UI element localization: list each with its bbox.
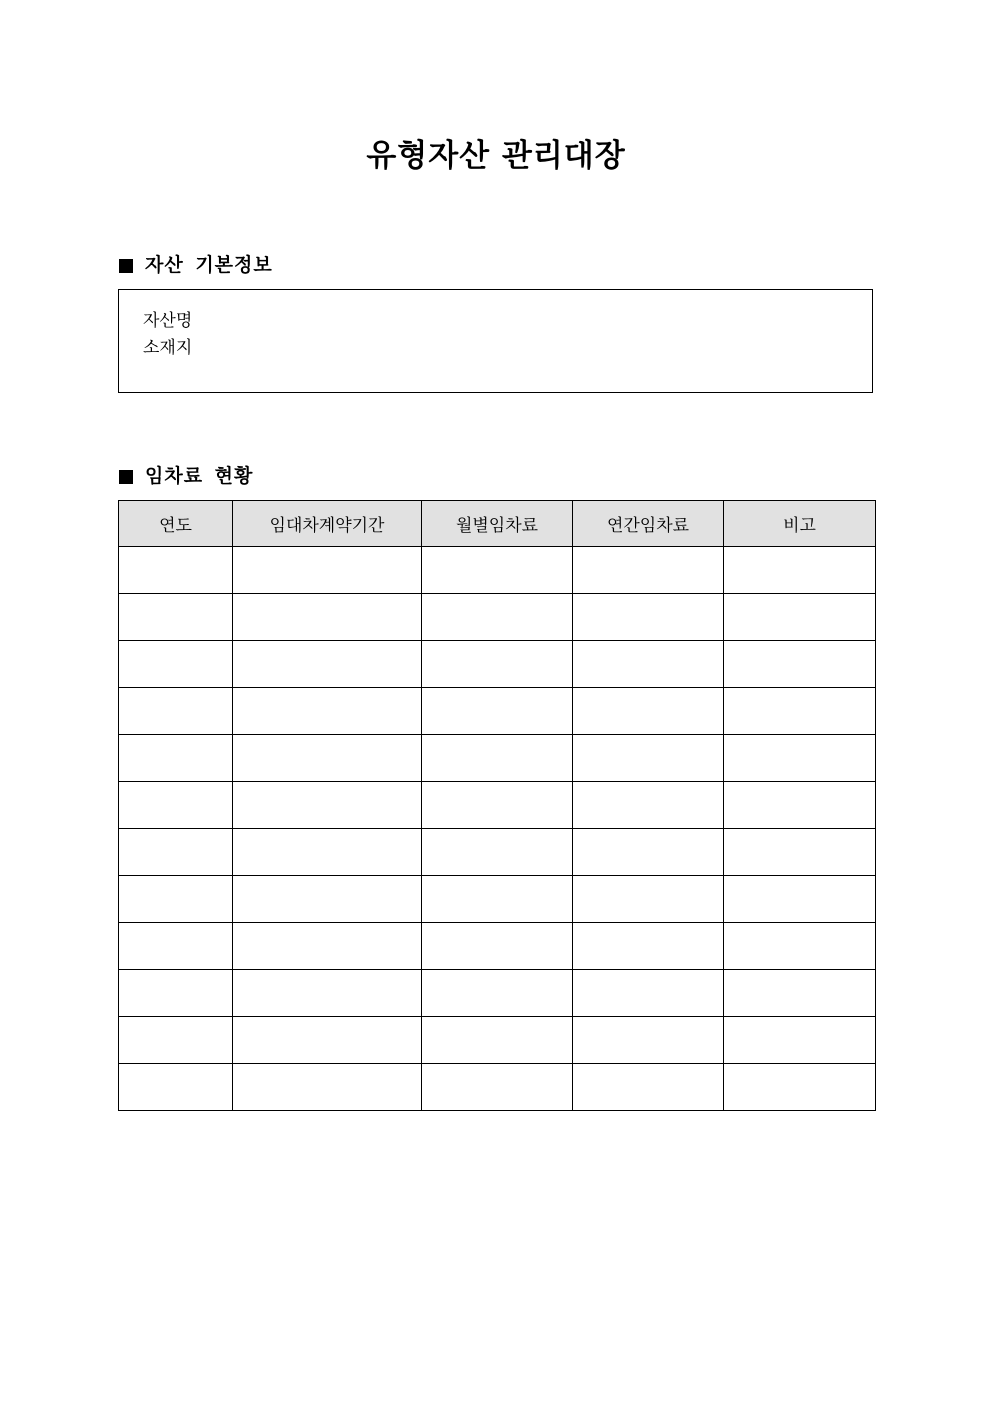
lease-period-cell[interactable] bbox=[233, 1017, 422, 1064]
table-row bbox=[119, 876, 876, 923]
asset-info-box bbox=[118, 289, 873, 393]
remarks-cell[interactable] bbox=[724, 923, 876, 970]
rent-status-table bbox=[118, 500, 876, 1111]
remarks-cell[interactable] bbox=[724, 876, 876, 923]
document-title: 유형자산 관리대장 bbox=[366, 138, 626, 174]
section-heading-label: 자산 기본정보 bbox=[145, 254, 273, 276]
monthly-rent-cell[interactable] bbox=[422, 641, 573, 688]
annual-rent-cell[interactable] bbox=[573, 688, 724, 735]
rent-table-body bbox=[119, 547, 876, 1111]
year-cell[interactable] bbox=[119, 641, 233, 688]
table-row bbox=[119, 782, 876, 829]
table-row bbox=[119, 735, 876, 782]
table-row bbox=[119, 1064, 876, 1111]
table-row bbox=[119, 688, 876, 735]
year-cell[interactable] bbox=[119, 829, 233, 876]
square-bullet-icon bbox=[119, 259, 133, 273]
lease-period-cell[interactable] bbox=[233, 641, 422, 688]
monthly-rent-cell[interactable] bbox=[422, 547, 573, 594]
column-header-year: 연도 bbox=[119, 501, 233, 547]
table-row bbox=[119, 923, 876, 970]
annual-rent-cell[interactable] bbox=[573, 735, 724, 782]
table-row bbox=[119, 641, 876, 688]
year-cell[interactable] bbox=[119, 735, 233, 782]
asset-name-label: 자산명 bbox=[143, 311, 193, 331]
table-row bbox=[119, 547, 876, 594]
section-heading-label: 임차료 현황 bbox=[145, 465, 254, 487]
lease-period-cell[interactable] bbox=[233, 782, 422, 829]
annual-rent-cell[interactable] bbox=[573, 923, 724, 970]
monthly-rent-cell[interactable] bbox=[422, 876, 573, 923]
lease-period-cell[interactable] bbox=[233, 829, 422, 876]
remarks-cell[interactable] bbox=[724, 641, 876, 688]
remarks-cell[interactable] bbox=[724, 1017, 876, 1064]
column-header-monthly-rent: 월별임차료 bbox=[422, 501, 573, 547]
remarks-cell[interactable] bbox=[724, 688, 876, 735]
remarks-cell[interactable] bbox=[724, 735, 876, 782]
annual-rent-cell[interactable] bbox=[573, 1064, 724, 1111]
remarks-cell[interactable] bbox=[724, 970, 876, 1017]
year-cell[interactable] bbox=[119, 782, 233, 829]
annual-rent-cell[interactable] bbox=[573, 547, 724, 594]
monthly-rent-cell[interactable] bbox=[422, 688, 573, 735]
annual-rent-cell[interactable] bbox=[573, 876, 724, 923]
year-cell[interactable] bbox=[119, 1017, 233, 1064]
section-heading-rent-status bbox=[119, 464, 253, 488]
monthly-rent-cell[interactable] bbox=[422, 923, 573, 970]
year-cell[interactable] bbox=[119, 923, 233, 970]
year-cell[interactable] bbox=[119, 876, 233, 923]
annual-rent-cell[interactable] bbox=[573, 970, 724, 1017]
lease-period-cell[interactable] bbox=[233, 735, 422, 782]
monthly-rent-cell[interactable] bbox=[422, 594, 573, 641]
year-cell[interactable] bbox=[119, 547, 233, 594]
table-header-row bbox=[119, 501, 876, 547]
location-label: 소재지 bbox=[143, 338, 193, 358]
table-row bbox=[119, 594, 876, 641]
table-row bbox=[119, 829, 876, 876]
annual-rent-cell[interactable] bbox=[573, 594, 724, 641]
remarks-cell[interactable] bbox=[724, 829, 876, 876]
monthly-rent-cell[interactable] bbox=[422, 1064, 573, 1111]
year-cell[interactable] bbox=[119, 688, 233, 735]
lease-period-cell[interactable] bbox=[233, 876, 422, 923]
year-cell[interactable] bbox=[119, 1064, 233, 1111]
square-bullet-icon bbox=[119, 470, 133, 484]
year-cell[interactable] bbox=[119, 594, 233, 641]
lease-period-cell[interactable] bbox=[233, 547, 422, 594]
column-header-lease-period: 임대차계약기간 bbox=[233, 501, 422, 547]
lease-period-cell[interactable] bbox=[233, 1064, 422, 1111]
monthly-rent-cell[interactable] bbox=[422, 1017, 573, 1064]
lease-period-cell[interactable] bbox=[233, 688, 422, 735]
remarks-cell[interactable] bbox=[724, 547, 876, 594]
remarks-cell[interactable] bbox=[724, 1064, 876, 1111]
annual-rent-cell[interactable] bbox=[573, 782, 724, 829]
column-header-annual-rent: 연간임차료 bbox=[573, 501, 724, 547]
annual-rent-cell[interactable] bbox=[573, 1017, 724, 1064]
table-row bbox=[119, 1017, 876, 1064]
remarks-cell[interactable] bbox=[724, 594, 876, 641]
table-row bbox=[119, 970, 876, 1017]
monthly-rent-cell[interactable] bbox=[422, 735, 573, 782]
remarks-cell[interactable] bbox=[724, 782, 876, 829]
section-heading-basic-info bbox=[119, 253, 273, 277]
year-cell[interactable] bbox=[119, 970, 233, 1017]
column-header-remarks: 비고 bbox=[724, 501, 876, 547]
lease-period-cell[interactable] bbox=[233, 594, 422, 641]
annual-rent-cell[interactable] bbox=[573, 829, 724, 876]
lease-period-cell[interactable] bbox=[233, 970, 422, 1017]
monthly-rent-cell[interactable] bbox=[422, 829, 573, 876]
monthly-rent-cell[interactable] bbox=[422, 970, 573, 1017]
monthly-rent-cell[interactable] bbox=[422, 782, 573, 829]
lease-period-cell[interactable] bbox=[233, 923, 422, 970]
annual-rent-cell[interactable] bbox=[573, 641, 724, 688]
